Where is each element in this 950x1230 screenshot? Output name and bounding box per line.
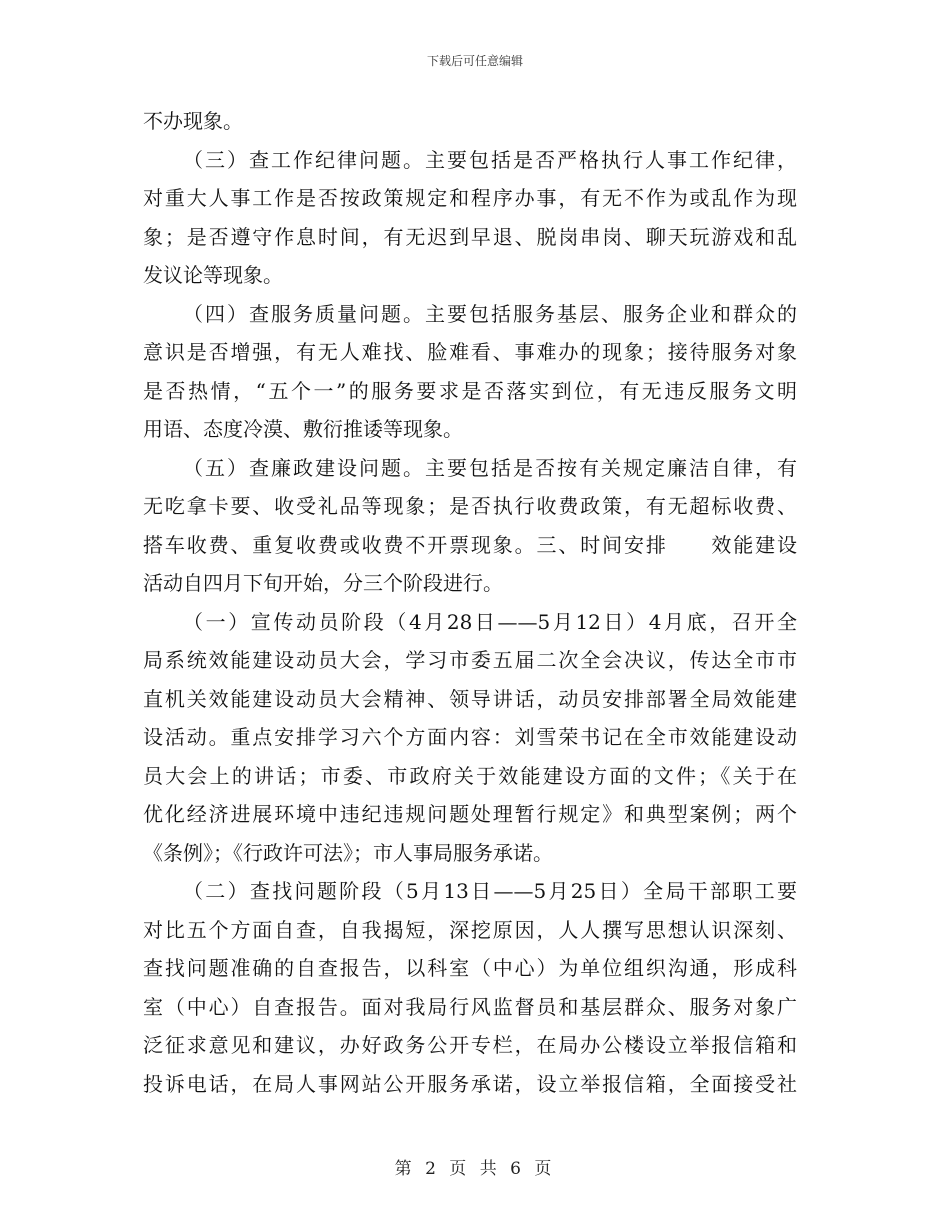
paragraph-line: （四）查服务质量问题。主要包括服务基层、服务企业和群众的 bbox=[183, 301, 797, 326]
paragraph bbox=[143, 603, 797, 873]
document-body bbox=[143, 102, 797, 1103]
paragraph-line: 无吃拿卡要、收受礼品等现象；是否执行收费政策，有无超标收费、 bbox=[143, 494, 797, 518]
page-header: 下载后可任意编辑 bbox=[426, 54, 523, 68]
paragraph-line: 象；是否遵守作息时间，有无迟到早退、脱岗串岗、聊天玩游戏和乱 bbox=[143, 224, 797, 249]
paragraph-line: 室（中心）自查报告。面对我局行风监督员和基层群众、服务对象广 bbox=[143, 994, 797, 1019]
paragraph bbox=[143, 872, 797, 1103]
paragraph-line: 对重大人事工作是否按政策规定和程序办事，有无不作为或乱作为现 bbox=[143, 186, 797, 210]
paragraph bbox=[143, 295, 797, 449]
paragraph-line: （三）查工作纪律问题。主要包括是否严格执行人事工作纪律， bbox=[183, 147, 797, 172]
paragraph-line: 设活动。重点安排学习六个方面内容：刘雪荣书记在全市效能建设动 bbox=[143, 725, 797, 749]
paragraph-line: 员大会上的讲话；市委、市政府关于效能建设方面的文件；《关于在 bbox=[143, 763, 797, 788]
paragraph-line: 直机关效能建设动员大会精神、领导讲话，动员安排部署全局效能建 bbox=[143, 686, 797, 711]
paragraph-line: 是否热情，“五个一”的服务要求是否落实到位，有无违反服务文明 bbox=[143, 378, 797, 403]
paragraph-line: 意识是否增强，有无人难找、脸难看、事难办的现象；接待服务对象 bbox=[143, 340, 797, 364]
paragraph-line: 查找问题准确的自查报告，以科室（中心）为单位组织沟通，形成科 bbox=[143, 956, 797, 980]
paragraph bbox=[143, 141, 797, 295]
paragraph-line: （二）查找问题阶段（5月13日——5月25日）全局干部职工要 bbox=[183, 879, 797, 903]
paragraph-line: 优化经济进展环境中违纪违规问题处理暂行规定》和典型案例；两个 bbox=[143, 802, 797, 826]
paragraph-line: （一）宣传动员阶段（4月28日——5月12日）4月底，召开全 bbox=[183, 609, 797, 634]
paragraph-line: 活动自四月下旬开始，分三个阶段进行。 bbox=[143, 571, 503, 595]
paragraph-line: 搭车收费、重复收费或收费不开票现象。三、时间安排 效能建设 bbox=[143, 532, 797, 557]
paragraph-line: 《条例》；《行政许可法》；市人事局服务承诺。 bbox=[143, 840, 553, 865]
paragraph-line: 投诉电话，在局人事网站公开服务承诺，设立举报信箱，全面接受社 bbox=[143, 1071, 797, 1096]
paragraph-line: 不办现象。 bbox=[143, 109, 243, 133]
paragraph-line: 局系统效能建设动员大会，学习市委五届二次全会决议，传达全市市 bbox=[143, 648, 797, 672]
paragraph bbox=[143, 449, 797, 603]
paragraph-line: 用语、态度冷漠、敷衍推诿等现象。 bbox=[143, 417, 463, 441]
paragraph bbox=[143, 102, 797, 141]
paragraph-line: 对比五个方面自查，自我揭短，深挖原因，人人撰写思想认识深刻、 bbox=[143, 917, 797, 942]
paragraph-line: 泛征求意见和建议，办好政务公开专栏，在局办公楼设立举报信箱和 bbox=[143, 1033, 797, 1057]
paragraph-line: 发议论等现象。 bbox=[143, 263, 283, 287]
paragraph-line: （五）查廉政建设问题。主要包括是否按有关规定廉洁自律，有 bbox=[183, 455, 797, 480]
page-number: 第 2 页 共 6 页 bbox=[394, 1159, 556, 1179]
